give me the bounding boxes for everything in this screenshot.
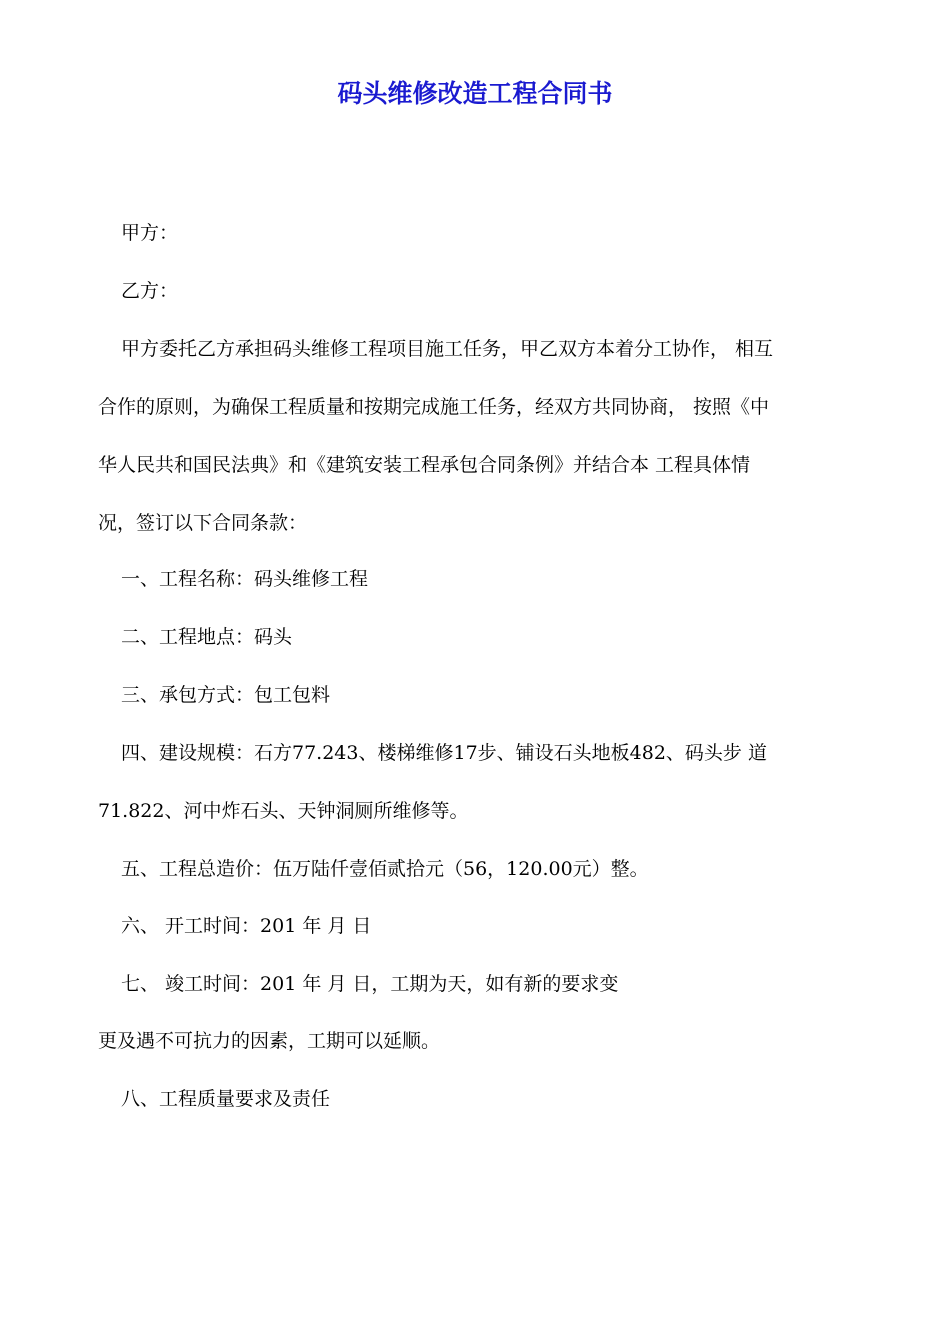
party-a-label: 甲方： [121, 222, 179, 244]
clause-8: 八、工程质量要求及责任 [121, 1088, 331, 1110]
clause-1: 一、工程名称：码头维修工程 [121, 568, 369, 590]
clause-7-line-1: 七、 竣工时间：201 年 月 日，工期为天，如有新的要求变 [121, 973, 619, 995]
intro-line-1: 甲方委托乙方承担码头维修工程项目施工任务，甲乙双方本着分工协作， 相互 [121, 338, 774, 360]
clause-4-line-1: 四、建设规模：石方77.243、楼梯维修17步、铺设石头地板482、码头步 道 [121, 742, 767, 764]
clause-3: 三、承包方式：包工包料 [121, 684, 331, 706]
clause-2: 二、工程地点：码头 [121, 626, 293, 648]
document-title: 码头维修改造工程合同书 [337, 79, 613, 108]
intro-line-2: 合作的原则，为确保工程质量和按期完成施工任务，经双方共同协商， 按照《中 [98, 396, 770, 418]
clause-6: 六、 开工时间：201 年 月 日 [121, 915, 372, 937]
clause-7-line-2: 更及遇不可抗力的因素，工期可以延顺。 [98, 1030, 441, 1052]
intro-line-3: 华人民共和国民法典》和《建筑安装工程承包合同条例》并结合本 工程具体情 [98, 454, 751, 476]
intro-line-4: 况，签订以下合同条款： [98, 512, 308, 534]
clause-4-line-2: 71.822、河中炸石头、天钟洞厕所维修等。 [98, 800, 469, 822]
party-b-label: 乙方： [121, 280, 179, 302]
clause-5: 五、工程总造价：伍万陆仟壹佰贰拾元（56，120.00元）整。 [121, 858, 649, 880]
